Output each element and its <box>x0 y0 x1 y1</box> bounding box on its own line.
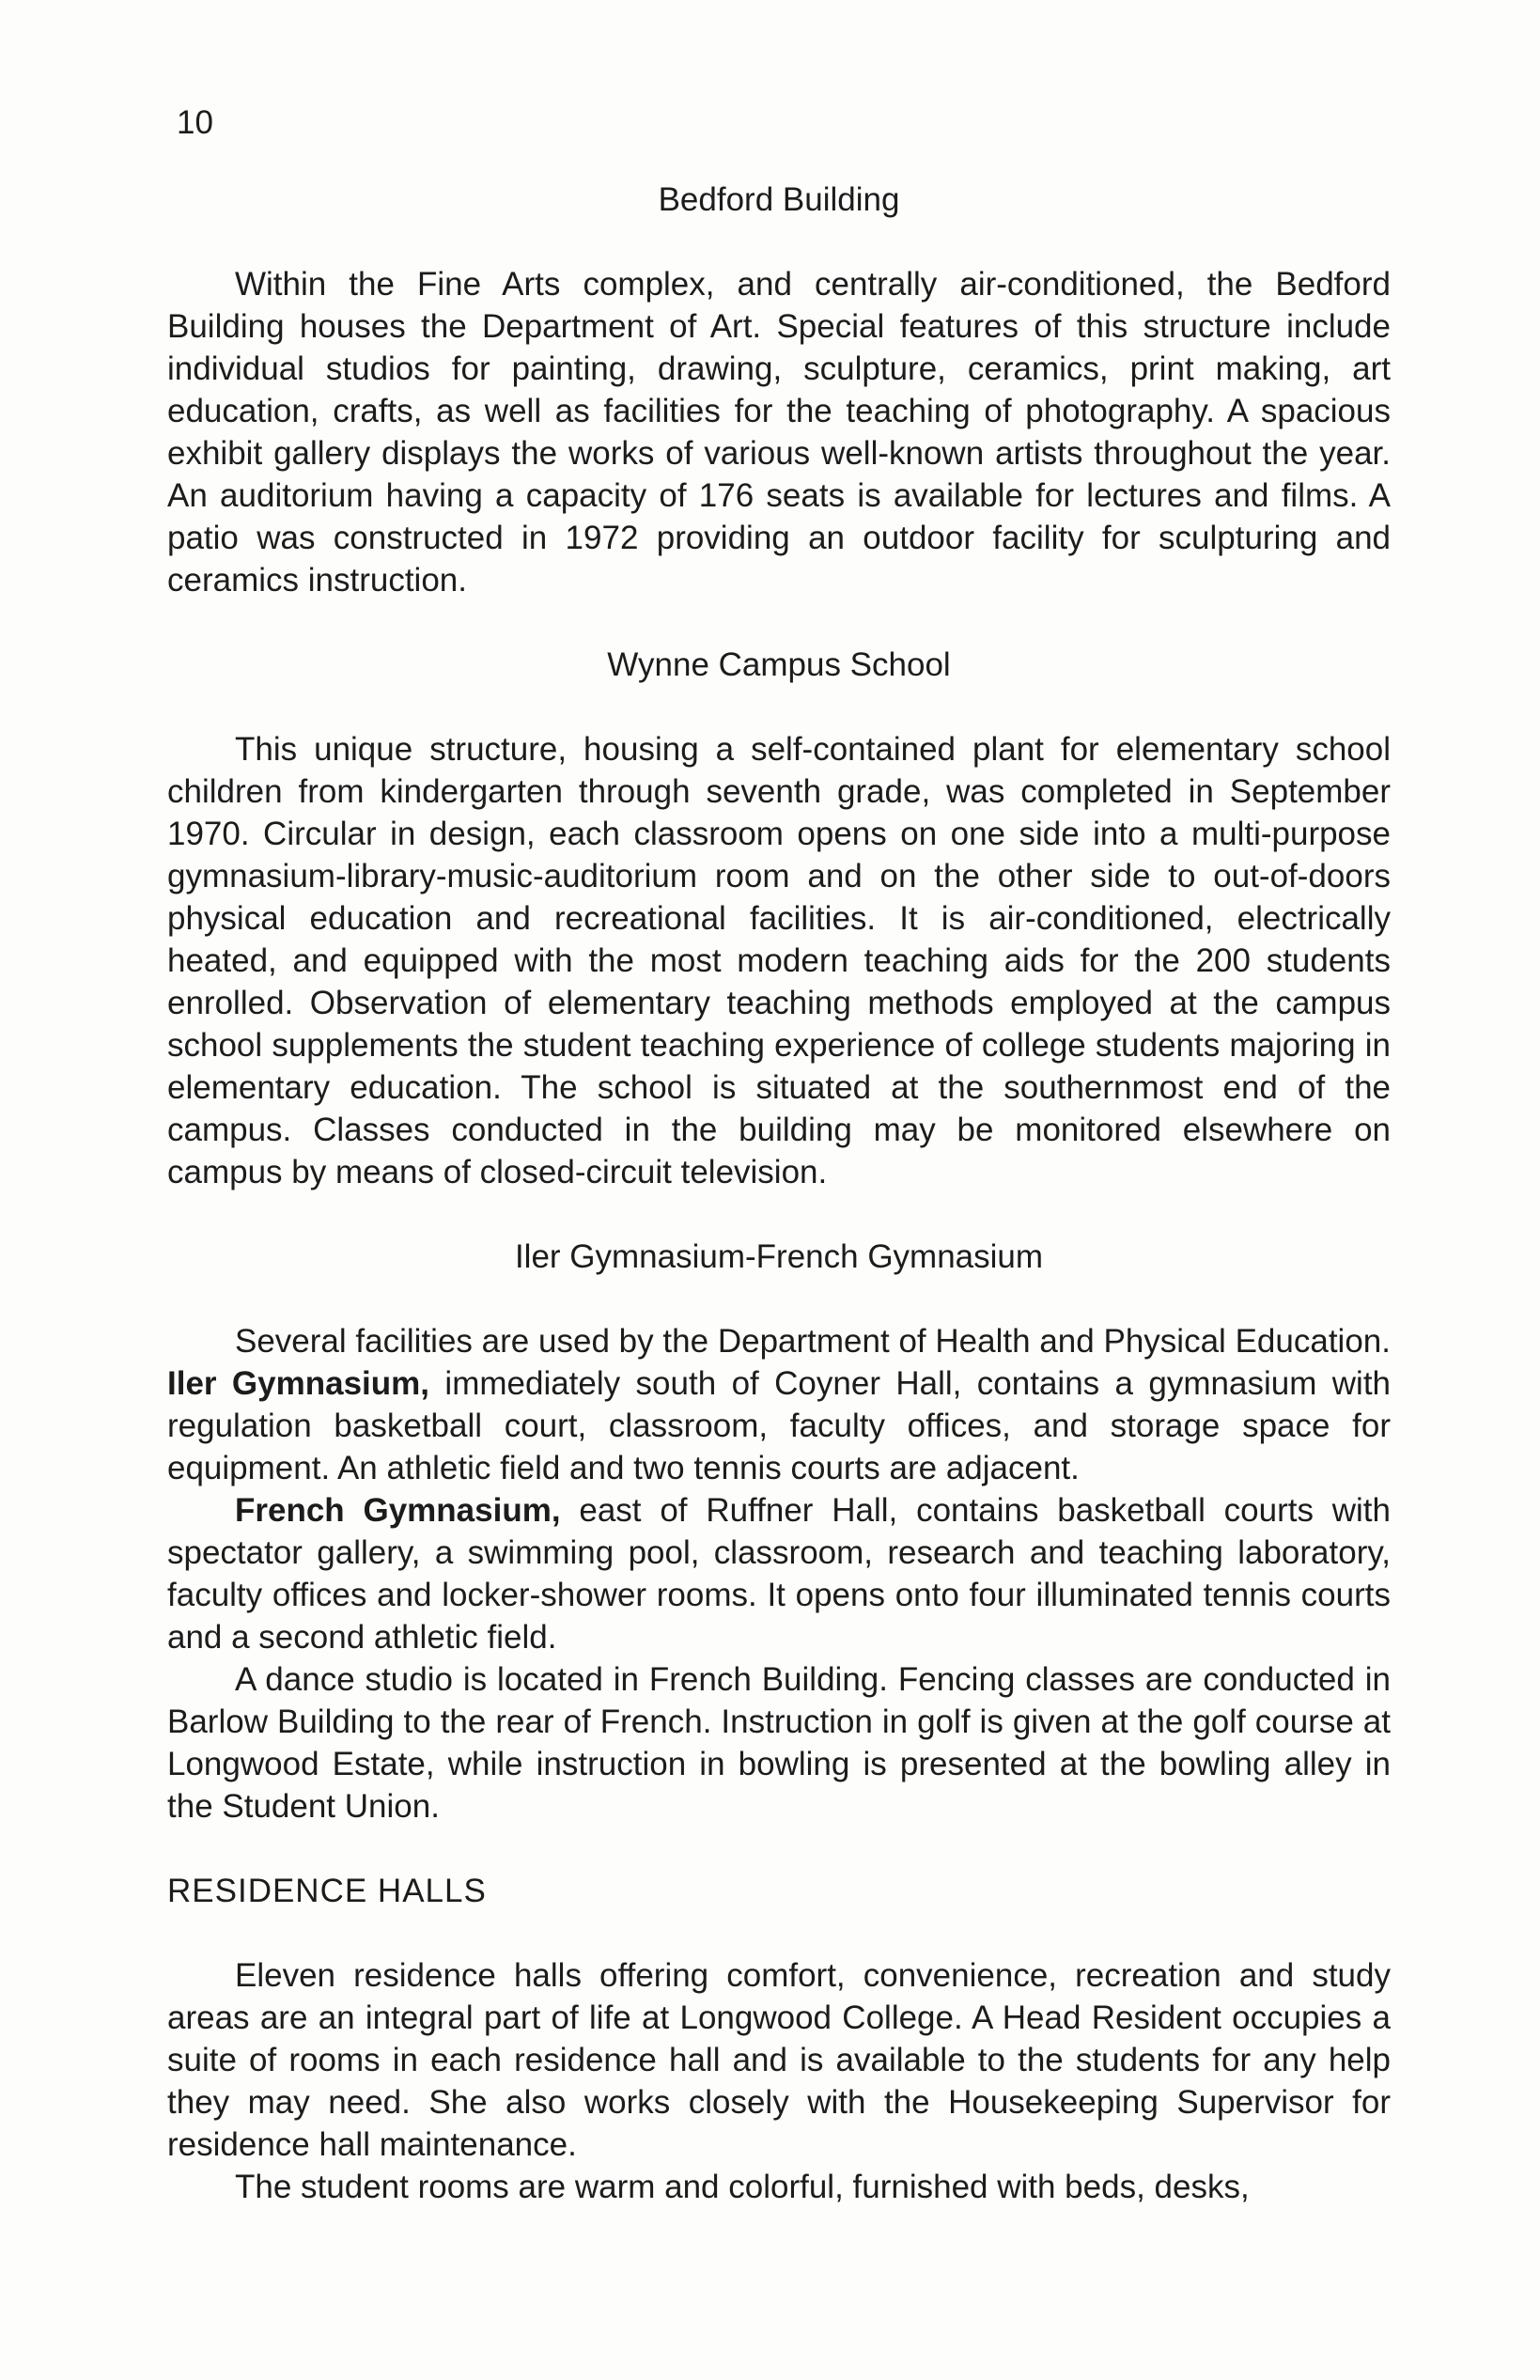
french-gymnasium-name: French Gymnasium, <box>235 1492 561 1529</box>
bedford-paragraph: Within the Fine Arts complex, and centrally air-conditioned, the Bedford Building houses the Department of Art. Special features of this structure include individual studios for painting, drawing, sculpture, ceramics, print making, art education, crafts, as well as facilities for the teaching of photography. A spacious exhibit gallery displays the works of various well-known artists throughout the year. An auditorium having a capacity of 176 seats is available for lectures and films. A patio was constructed in 1972 providing an outdoor facility for sculpturing and ceramics instruction. <box>167 266 1391 599</box>
page-number: 10 <box>177 104 213 141</box>
gymnasium-paragraph-1 <box>167 1320 1391 1489</box>
bedford-heading: Bedford Building <box>658 181 900 218</box>
gymnasium-heading: Iler Gymnasium-French Gymnasium <box>514 1238 1044 1275</box>
gymnasium-paragraph-2 <box>167 1489 1391 1658</box>
gym-intro-text: Several facilities are used by the Department of Health and Physical Education. <box>235 1323 1391 1360</box>
page-content <box>167 179 1391 2208</box>
iler-description: immediately south of Coyner Hall, contains a gymnasium with regulation basketball court, classroom, faculty offices, and storage space for equipment. An athletic field and two tennis courts are adjacent. <box>167 1365 1392 1486</box>
residence-paragraph-2: The student rooms are warm and colorful, furnished with beds, desks, <box>235 2169 1250 2205</box>
residence-paragraph-1: Eleven residence halls offering comfort, convenience, recreation and study areas are an integral part of life at Longwood College. A Head Resident occupies a suite of rooms in each residence hall and is available to the students for any help they may need. She also works closely with the Housekeeping Supervisor for residence hall maintenance. <box>167 1957 1391 2163</box>
iler-gymnasium-name: Iler Gymnasium, <box>167 1365 430 1402</box>
french-description: east of Ruffner Hall, contains basketball courts with spectator gallery, a swimming pool, classroom, research and teaching laboratory, faculty offices and locker-shower rooms. It opens onto four illuminated tennis courts and a second athletic field. <box>167 1492 1391 1656</box>
wynne-heading: Wynne Campus School <box>607 646 951 683</box>
wynne-paragraph: This unique structure, housing a self-contained plant for elementary school children from kindergarten through seventh grade, was completed in September 1970. Circular in design, each classroom opens on one side into a multi-purpose gymnasium-library-music-auditorium room and on the other side to out-of-doors physical education and recreational facilities. It is air-conditioned, electrically heated, and equipped with the most modern teaching aids for the 200 students enrolled. Observation of elementary teaching methods employed at the campus school supplements the student teaching experience of college students majoring in elementary education. The school is situated at the southernmost end of the campus. Classes conducted in the building may be monitored elsewhere on campus by means of closed-circuit television. <box>167 731 1391 1190</box>
residence-halls-heading: RESIDENCE HALLS <box>167 1873 487 1909</box>
gymnasium-paragraph-3: A dance studio is located in French Building. Fencing classes are conducted in Barlow Building to the rear of French. Instruction in golf is given at the golf course at Longwood Estate, while instruction in bowling is presented at the bowling alley in the Student Union. <box>167 1661 1391 1825</box>
